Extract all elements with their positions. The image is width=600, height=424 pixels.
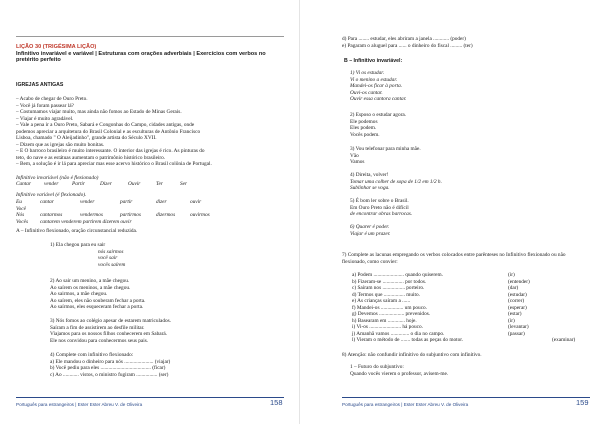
lesson-header <box>16 44 286 64</box>
ex7-text: i) Vi-os ........................ há pouco. <box>352 324 423 330</box>
ex2-line: Ao saírem os meninos, a mãe chegou. <box>50 284 131 291</box>
ex7-verb: (dar) <box>508 285 519 291</box>
ex7-text: b) Fizeram-se ................ por todos. <box>352 278 427 285</box>
ex7-text: f) Mandei-os ................. um pouco. <box>352 304 428 311</box>
lesson-title: LIÇÃO 30 (TRIGÉSIMA LIÇÃO) <box>16 44 97 50</box>
b-line: Ouvir essa cantora cantar. <box>350 96 407 102</box>
b-line: Vi o menino a estudar. <box>350 76 398 83</box>
reading-line: Lisboa, chamado " O Aleijadinho", grande artista do Século XVII. <box>16 135 157 141</box>
ex7-item <box>352 337 575 344</box>
exercise-3 <box>50 318 171 344</box>
b-item-1 <box>350 70 407 103</box>
ex7-list <box>352 272 575 344</box>
ex8-line: Quando vocês vierem o professor, avisem-me. <box>350 370 449 377</box>
b-item-3 <box>350 146 421 166</box>
conj-cell: dizer <box>156 199 167 205</box>
ex7-verb: (esperar) <box>508 304 527 311</box>
conj-cell: Nós <box>16 212 25 218</box>
reading-text <box>16 96 212 168</box>
b-line: 6) Quarer é poder. <box>350 224 390 230</box>
ex7-verb: (correr) <box>508 298 525 304</box>
conj-cell: dizermos <box>156 212 176 218</box>
ex7-text: d) Termos que ................ muito. <box>352 291 420 298</box>
ex1-title: 1) Ela chegou para eu sair <box>50 242 106 248</box>
footer-rule <box>16 397 284 398</box>
invariavel-row <box>16 181 204 188</box>
ex1-form: vocês saírem <box>98 261 126 268</box>
ex7-verb: (estudar) <box>508 291 527 298</box>
reading-line: – Acabo de chegar de Ouro Preto. <box>16 96 88 102</box>
ex2-line: 2) Ao sair um menino, a mãe chegou. <box>50 278 130 284</box>
verb-cell: Dizer <box>100 181 112 187</box>
ex7-text: h) Basearam em ............. hoje. <box>352 317 417 324</box>
ex7-text: j) Amanhã vamos .............. o dia no campo. <box>352 330 445 337</box>
b-line: 1) Vi os estudar. <box>350 70 385 76</box>
b-line: 5) É bom ler sobre o Brasil. <box>350 198 409 204</box>
conjugation-table <box>16 199 224 225</box>
ex7-verb: (passar) <box>508 330 525 337</box>
ex8-body <box>350 364 448 377</box>
verb-cell: Ter <box>156 181 163 187</box>
verb-cell: Ser <box>180 181 188 187</box>
ex8-title: 8) Atenção: não confundir infinitivo do subjuntivo com infinitivo. <box>342 352 482 358</box>
verb-cell: Partir <box>72 181 85 187</box>
ex1-form: você sair <box>98 255 118 261</box>
b-line: Mandei-os ficar à porta. <box>350 83 403 89</box>
ex4-line: b) Você pediu para eles ...................................... (ficar) <box>50 365 166 371</box>
invariavel-title: Infinitivo invariável (não é flexionado) <box>16 175 99 181</box>
ex7-text: g) Devemos ................... prevenidos. <box>352 311 431 317</box>
b-line: Vocês podem. <box>350 131 380 138</box>
b-line: Sublinhar se voga. <box>350 185 390 191</box>
ex3-line: Saíram a fim de assistirem ao desfile militar. <box>50 324 145 331</box>
ex7-title: 7) Complete as lacunas empregando os verbos colocados entre parênteses no Infinitivo flexionado ou não flexionado, como convier: <box>342 252 566 265</box>
conj-cell: vender <box>80 199 95 205</box>
ex2-line: Ao sairmos, a mãe chegou. <box>50 291 108 297</box>
ex7-verb: (entender) <box>508 278 530 285</box>
ex3-line: Ele nos convidou para conhecermos seus pais. <box>50 337 149 344</box>
ex7-text: a) Podem ....................... quando quiserem. <box>352 272 443 278</box>
reading-line: – E O barroco brasileiro é muito interessante. O interior das igrejas é rico. As pinturas do <box>16 148 205 154</box>
section-a-label: A – Infinitivo flexionado <box>16 228 69 234</box>
footer-text: Português para estrangeiros | Ester Ester Abreu V. de Oliveira <box>342 402 469 407</box>
continuation-line: e) Pagaram o aluguel para ...... o dinheiro do fiscal ......... (ter) <box>342 42 473 49</box>
conj-row <box>16 199 224 206</box>
verb-cell: vender <box>44 181 59 187</box>
b-line: Ele podemos <box>350 118 378 125</box>
continuation-line: d) Para ........ estudar, eles abriram a janela ............ (poder) <box>342 36 466 42</box>
b-line: Vamos <box>350 159 365 165</box>
ex1-form: nós sairmos <box>98 248 124 255</box>
conj-cell: ouvirmos <box>190 212 210 218</box>
right-page <box>300 0 600 424</box>
conj-cell: ouvir <box>190 199 202 205</box>
b-line: 2) Esposo o estudar agora. <box>350 112 407 118</box>
ex7-text: e) As crianças saíram a ...... <box>352 298 411 304</box>
ex8-line: 1 – Futuro do subjuntivo: <box>350 364 404 370</box>
verb-cell: Cantar <box>16 181 32 187</box>
reading-line: – Você já foram passear lá? <box>16 102 74 109</box>
b-line: Eles podem. <box>350 125 377 131</box>
b-line: Ouvi-os cantar. <box>350 89 383 96</box>
conj-row <box>16 219 224 226</box>
b-line: de encontrar obras barrocas. <box>350 211 413 217</box>
reading-line: – Costumamos viajar muito, mas ainda não fomos ao Estado de Minas Gerais. <box>16 109 182 115</box>
verb-cell: Ouvir <box>128 181 141 187</box>
reading-line: – Viajar é muito agradável. <box>16 115 74 122</box>
reading-line: podemos apreciar a arquitetura do Brasil Colonial e as esculturas de Antônio Francisco <box>16 128 201 135</box>
ex3-line: 3) Nós fomos ao colégio apesar de estarem matriculados. <box>50 318 172 324</box>
conj-cell: cantarem venderem partirem dizerem ouvir <box>40 218 132 225</box>
ex3-line: Viajamos para os nossos filhos conhecerem em Sabará. <box>50 331 168 337</box>
b-line: 4) Direita, volver! <box>350 172 389 178</box>
conj-cell: cantarmos <box>40 212 63 218</box>
reading-line: – Dizem que as igrejas são muito bonitas. <box>16 141 105 148</box>
page-number: 159 <box>576 398 589 407</box>
b-item-5 <box>350 198 412 218</box>
ex7-verb: (ir) <box>508 272 515 278</box>
continuation-lines <box>342 36 473 49</box>
ex4-line: a) Ele mandou o dinheiro para nós ...................... (viajar) <box>50 358 171 365</box>
reading-line: – Bem, a solução é ir lá para apreciar mas esse acervo histórico o Brasil colônia de Portugal. <box>16 161 212 167</box>
conj-cell: cantar <box>40 199 54 205</box>
ex2-line: Ao saírmos, eles esqueceram fechar a porta. <box>50 304 144 310</box>
conj-cell: vendermos <box>80 212 103 218</box>
b-line: Vão <box>350 152 359 159</box>
section-a <box>16 228 137 235</box>
exercise-2 <box>50 278 145 311</box>
ex7-verb: (ir) <box>508 317 515 324</box>
ex7-text: c) Saíram nos ................. porteiro. <box>352 285 425 291</box>
ex7-verb: (estar) <box>508 311 522 317</box>
reading-line: – Vale a pena ir a Ouro Preto, Sabará e Congonhas do Campo, cidades antigas, onde <box>16 122 195 128</box>
ex7-verb: (levantar) <box>508 324 529 330</box>
b-line: Em Ouro Preto não é difícil <box>350 204 409 211</box>
header-rule <box>16 36 284 37</box>
ex4-line: c) Ao ............ vistos, o ministro fugiram ................ (ser) <box>50 371 169 378</box>
footer-text: Português para estrangeiros | Ester Ester Abreu V. de Oliveira <box>16 402 143 407</box>
ex4-line: 4) Complete com infinitivo flexionado: <box>50 352 134 358</box>
b-item-6 <box>350 224 391 237</box>
section-a-tail: , oração circunstancial reduzida. <box>68 228 138 234</box>
conj-cell: Eu <box>16 199 22 205</box>
page-number: 158 <box>270 398 283 407</box>
variavel-title: Infinitivo variável (é flexionado). <box>16 192 87 198</box>
section-b: B – Infinitivo invariável: <box>344 58 403 64</box>
ex2-line: Ao saírem, eles não souberam fechar a porta. <box>50 297 146 304</box>
b-line: 3) Vou telefonar para minha mãe. <box>350 146 421 152</box>
exercise-4 <box>50 352 170 378</box>
b-line: Viajar é um prazer. <box>350 230 391 237</box>
ex7-text: l) Vieram o método de ....... todas as peças do motor. <box>352 337 464 343</box>
ex7-verb: (examinar) <box>552 337 576 343</box>
conj-cell: partirmos <box>120 212 141 218</box>
reading-title: IGREJAS ANTIGAS <box>16 82 64 88</box>
exercise-1 <box>50 242 125 268</box>
conj-cell: Vocês <box>16 218 29 225</box>
reading-line: teto, do nave e as estátuas aumentam o patrimônio histórico brasileiro. <box>16 154 166 161</box>
b-item-4 <box>350 172 442 192</box>
conj-cell: partir <box>120 199 133 205</box>
b-line: Tomar uma colher de sopa de 1/2 em 1/2 h. <box>350 178 442 185</box>
conj-cell: Você <box>16 205 26 212</box>
footer-rule <box>342 397 590 398</box>
b-item-2 <box>350 112 406 138</box>
lesson-subtitle: Infinitivo invariável e variável | Estruturas com orações adverbiais | Exercícios com verbos no pretérito perfeito <box>16 50 266 64</box>
